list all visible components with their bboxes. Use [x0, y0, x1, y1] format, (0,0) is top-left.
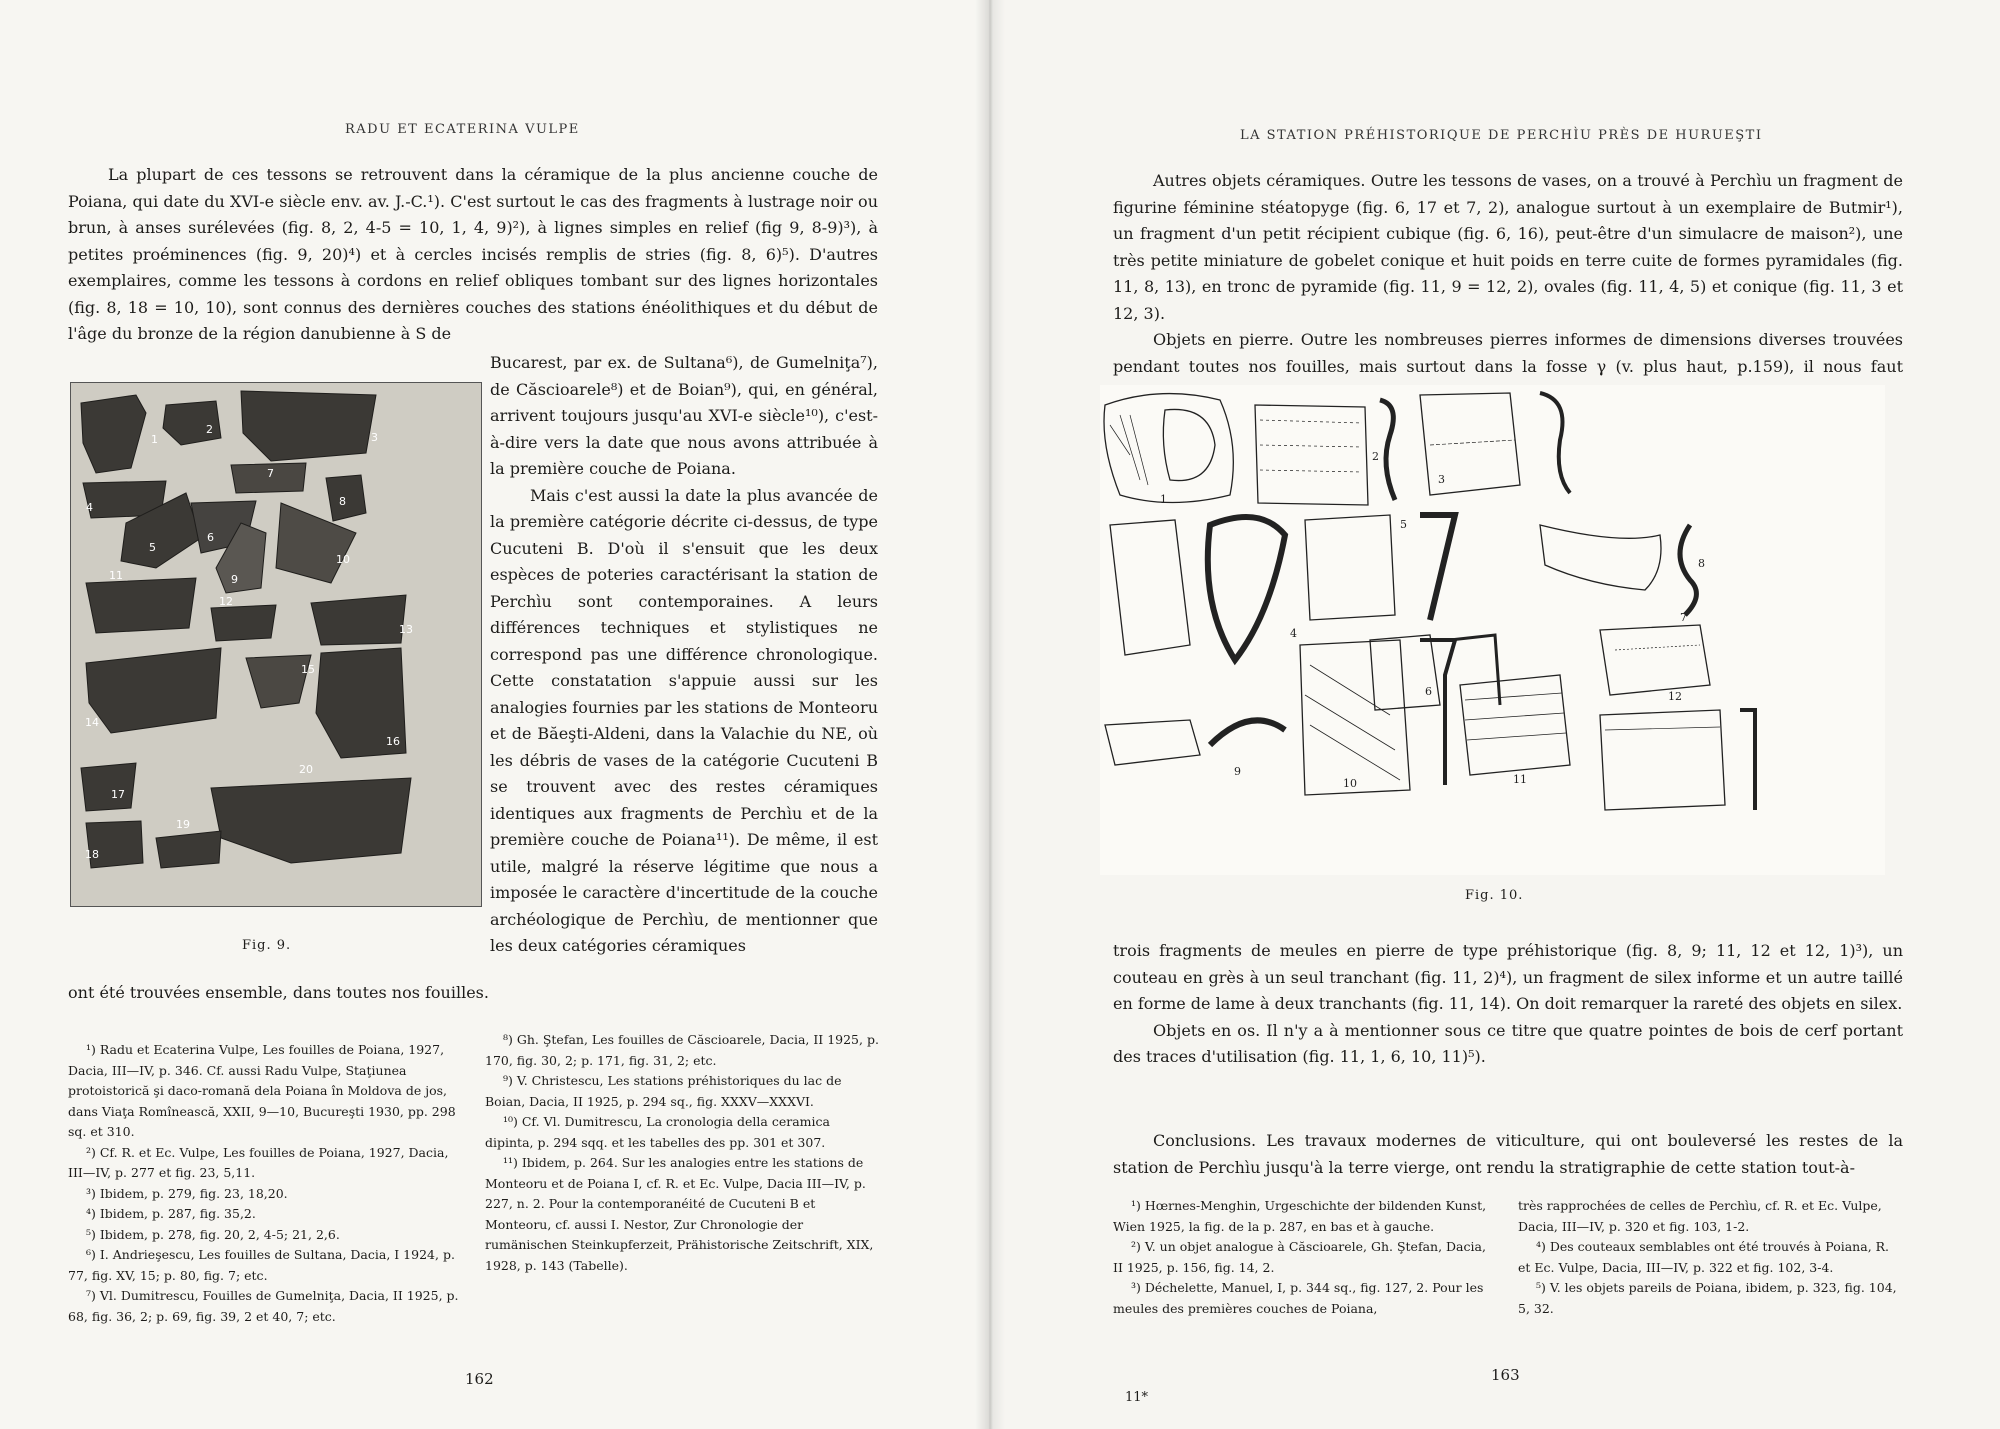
drawing-11 [1460, 675, 1570, 775]
left-paragraph-1-text: La plupart de ces tessons se retrouvent dans la céramique de la plus ancienne couche de Poiana, qui date du XVI-e siècle env. av. J.-C.¹). C'est surtout le cas des fragments à lustrage noir ou brun, à anses surélevées (fig. 8, 2, 4-5 = 10, 1, 4, 9)²), à lignes simples en relief (fig 9, 8-9)³), à petites proéminences (fig. 9, 20)⁴) et à cercles incisés remplis de stries (fig. 8, 6)⁵). D'autres exemplaires, comme les tessons à cordons en relief obliques tombant sur des lignes horizontales (fig. 8, 18 = 10, 10), sont connus des dernières couches des stations énéolithiques et du début de l'âge du bronze de la région danubienne à S de [68, 165, 878, 343]
drawing-10 [1300, 640, 1410, 795]
left-side-column [490, 350, 878, 960]
left-paragraph-2: Mais c'est aussi la date la plus avancée de la première catégorie décrite ci-dessus, de type Cucuteni B. D'où il s'ensuit que les deux espèces de poteries caractérisant la station de Perchìu sont contemporaines. A leurs différences techniques et stylistiques ne correspond pas une différence chronologique. Cette constatation s'appuie aussi sur les analogies fournies par les stations de Monteoru et de Băeşti-Aldeni, dans la Valachie du NE, où les débris de vases de la catégorie Cucuteni B se trouvent avec des restes céramiques identiques aux fragments de Perchìu et de la première couche de Poiana¹¹). De même, il est utile, malgré la réserve légitime que nous a imposée le caractère d'incertitude de la couche archéologique de Perchìu, de mentionner que les deux catégories céramiques [490, 485, 878, 955]
sherd-8 [326, 475, 366, 521]
svg-text:1: 1 [151, 433, 158, 446]
svg-text:19: 19 [176, 818, 190, 831]
svg-text:5: 5 [1400, 518, 1407, 531]
drawing-2 [1255, 405, 1368, 505]
svg-text:5: 5 [149, 541, 156, 554]
left-page-number: 162 [465, 1370, 494, 1388]
left-paragraph-2-end [68, 980, 878, 1007]
svg-text:4: 4 [86, 501, 93, 514]
svg-text:8: 8 [1698, 557, 1705, 570]
svg-text:18: 18 [85, 848, 99, 861]
sherd-11 [86, 578, 196, 633]
svg-text:16: 16 [386, 735, 400, 748]
drawing-6 [1370, 635, 1440, 710]
right-footnote-2: ²) V. un objet analogue à Căscioarele, Gh. Ştefan, Dacia, II 1925, p. 156, fig. 14, 2. [1113, 1239, 1486, 1275]
svg-text:1: 1 [1160, 493, 1167, 506]
svg-text:13: 13 [399, 623, 413, 636]
svg-text:6: 6 [1425, 685, 1432, 698]
right-footnote-3-continued: très rapprochées de celles de Perchìu, cf. R. et Ec. Vulpe, Dacia, III—IV, p. 320 et fig. 103, 1-2. [1518, 1198, 1882, 1234]
footnote-3: ³) Ibidem, p. 279, fig. 23, 18,20. [86, 1185, 288, 1201]
left-page-footnotes-col-2 [485, 1030, 880, 1276]
svg-text:12: 12 [1668, 690, 1682, 703]
footnote-2: ²) Cf. R. et Ec. Vulpe, Les fouilles de Poiana, 1927, Dacia, III—IV, p. 277 et fig. 23, 5,11. [68, 1144, 449, 1180]
sherd-3 [241, 391, 376, 461]
right-footnote-5: ⁵) V. les objets pareils de Poiana, ibidem, p. 323, fig. 104, 5, 32. [1518, 1280, 1897, 1316]
figure-10-drawing-plate [1100, 385, 1885, 875]
footnote-8: ⁸) Gh. Ştefan, Les fouilles de Căscioarele, Dacia, II 1925, p. 170, fig. 30, 2; p. 171, fig. 31, 2; etc. [485, 1032, 879, 1068]
drawing-8 [1540, 525, 1661, 590]
sherd-12 [211, 605, 276, 641]
right-running-head: LA STATION PRÉHISTORIQUE DE PERCHÌU PRÈS DE HURUEŞTI [1240, 128, 1763, 143]
right-paragraph-5: Conclusions. Les travaux modernes de viticulture, qui ont bouleversé les restes de la station de Perchìu jusqu'à la terre vierge, ont rendu la stratigraphie de cette station tout-à- [1113, 1131, 1903, 1177]
sherd-19 [156, 831, 221, 868]
figure-10-drawings [1100, 385, 1885, 875]
svg-text:4: 4 [1290, 627, 1297, 640]
signature-mark: 11* [1125, 1390, 1149, 1405]
svg-text:11: 11 [1513, 773, 1527, 786]
drawing-7 [1600, 625, 1710, 695]
left-paragraph-1 [68, 162, 878, 348]
right-paragraph-2: Objets en pierre. Outre les nombreuses pierres informes de dimensions diverses trouvées pendant toutes nos fouilles, mais surtout dans la fosse γ (v. plus haut, p.159), il nous faut [1113, 330, 1903, 376]
footnote-1: ¹) Radu et Ecaterina Vulpe, Les fouilles de Poiana, 1927, Dacia, III—IV, p. 346. Cf. aussi Radu Vulpe, Staţiunea protoistorică şi daco-romană dela Poiana în Moldova de jos, dans Viaţa Romînească, XXII, 9—10, Bucureşti 1930, pp. 298 sq. et 310. [68, 1042, 456, 1139]
footnote-10: ¹⁰) Cf. Vl. Dumitrescu, La cronologia della ceramica dipinta, p. 294 sqq. et les tabelles des pp. 301 et 307. [485, 1114, 830, 1150]
figure-9-photo-plate [70, 382, 482, 907]
right-paragraph-4: Objets en os. Il n'y a à mentionner sous ce titre que quatre pointes de bois de cerf portant des traces d'utilisation (fig. 11, 1, 6, 10, 11)⁵). [1113, 1020, 1903, 1066]
svg-text:9: 9 [231, 573, 238, 586]
book-gutter-shadow [975, 0, 1005, 1429]
sherd-13 [311, 595, 406, 645]
svg-text:3: 3 [1438, 473, 1445, 486]
svg-text:7: 7 [267, 467, 274, 480]
svg-text:9: 9 [1234, 765, 1241, 778]
sherd-17 [81, 763, 136, 811]
drawing-12 [1600, 710, 1725, 810]
svg-text:7: 7 [1680, 611, 1687, 624]
right-conclusions-text [1113, 1128, 1903, 1181]
footnote-7: ⁷) Vl. Dumitrescu, Fouilles de Gumelniţa, Dacia, II 1925, p. 68, fig. 36, 2; p. 69, fig. 39, 2 et 40, 7; etc. [68, 1288, 459, 1324]
footnote-11: ¹¹) Ibidem, p. 264. Sur les analogies entre les stations de Monteoru et de Poiana I, cf. R. et Ec. Vulpe, Dacia III—IV, p. 227, n. 2. Pour la contemporanéité de Cucuteni B et Monteoru, cf. aussi I. Nestor, Zur Chronologie der rumänischen Steinkupferzeit, Prähistorische Zeitschrift, XIX, 1928, p. 143 (Tabelle). [485, 1155, 874, 1273]
right-page-footnotes-col-1 [1113, 1196, 1498, 1319]
left-page-footnotes-col-1 [68, 1040, 463, 1327]
footnote-5: ⁵) Ibidem, p. 278, fig. 20, 2, 4-5; 21, 2,6. [86, 1226, 340, 1242]
svg-text:2: 2 [206, 423, 213, 436]
figure-9-caption: Fig. 9. [242, 938, 292, 953]
right-page-number: 163 [1491, 1366, 1520, 1384]
right-footnote-4: ⁴) Des couteaux semblables ont été trouvés à Poiana, R. et Ec. Vulpe, Dacia, III—IV, p. 322 et fig. 102, 3-4. [1518, 1239, 1890, 1275]
svg-text:17: 17 [111, 788, 125, 801]
svg-text:10: 10 [336, 553, 350, 566]
figure-9-sherds [71, 383, 481, 906]
drawing-3 [1420, 393, 1520, 495]
svg-text:15: 15 [301, 663, 315, 676]
svg-text:14: 14 [85, 716, 99, 729]
sherd-14 [86, 648, 221, 733]
right-intro-text [1113, 168, 1903, 407]
right-paragraph-3: trois fragments de meules en pierre de type préhistorique (fig. 8, 9; 11, 12 et 12, 1)³), un couteau en grès à un seul tranchant (fig. 11, 2)⁴), un fragment de silex informe et un autre taillé en forme de lame à deux tranchants (fig. 11, 14). On doit remarquer la rareté des objets en silex. [1113, 941, 1903, 1013]
right-body-text [1113, 938, 1903, 1071]
right-footnote-1: ¹) Hœrnes-Menghin, Urgeschichte der bildenden Kunst, Wien 1925, la fig. de la p. 287, en bas et à gauche. [1113, 1198, 1487, 1234]
svg-text:3: 3 [371, 431, 378, 444]
footnote-6: ⁶) I. Andrieşescu, Les fouilles de Sultana, Dacia, I 1924, p. 77, fig. XV, 15; p. 80, fig. 7; etc. [68, 1247, 455, 1283]
drawing-4 [1110, 520, 1190, 655]
svg-text:2: 2 [1372, 450, 1379, 463]
drawing-9 [1105, 720, 1200, 765]
left-page [0, 0, 985, 1429]
svg-text:12: 12 [219, 595, 233, 608]
footnote-4: ⁴) Ibidem, p. 287, fig. 35,2. [86, 1206, 256, 1221]
right-paragraph-1: Autres objets céramiques. Outre les tessons de vases, on a trouvé à Perchìu un fragment de figurine féminine stéatopyge (fig. 6, 17 et 7, 2), analogue surtout à un exemplaire de Butmir¹), un fragment d'un petit récipient cubique (fig. 6, 16), peut-être d'un simulacre de maison²), une très petite miniature de gobelet conique et huit poids en terre cuite de formes pyramidales (fig. 11, 8, 13), en tronc de pyramide (fig. 11, 9 = 12, 2), ovales (fig. 11, 4, 5) et conique (fig. 11, 3 et 12, 3). [1113, 171, 1903, 323]
svg-text:20: 20 [299, 763, 313, 776]
left-running-head: RADU ET ECATERINA VULPE [345, 122, 580, 137]
svg-text:10: 10 [1343, 777, 1357, 790]
footnote-9: ⁹) V. Christescu, Les stations préhistoriques du lac de Boian, Dacia, II 1925, p. 294 sq., fig. XXXV—XXXVI. [485, 1073, 842, 1109]
left-paragraph-2-end-text: ont été trouvées ensemble, dans toutes nos fouilles. [68, 983, 489, 1002]
left-paragraph-1-continued: Bucarest, par ex. de Sultana⁶), de Gumelniţa⁷), de Căscioarele⁸) et de Boian⁹), qui, en général, arrivent toujours jusqu'au XVI-e siècle¹⁰), c'est-à-dire vers la date que nous avons attribuée à la première couche de Poiana. [490, 353, 878, 478]
right-footnote-3: ³) Déchelette, Manuel, I, p. 344 sq., fig. 127, 2. Pour les meules des premières couches de Poiana, [1113, 1280, 1484, 1316]
right-page [985, 0, 2000, 1429]
svg-text:8: 8 [339, 495, 346, 508]
svg-text:11: 11 [109, 569, 123, 582]
right-page-footnotes-col-2 [1518, 1196, 1903, 1319]
svg-text:6: 6 [207, 531, 214, 544]
drawing-5 [1305, 515, 1395, 620]
figure-10-caption: Fig. 10. [1465, 888, 1524, 903]
